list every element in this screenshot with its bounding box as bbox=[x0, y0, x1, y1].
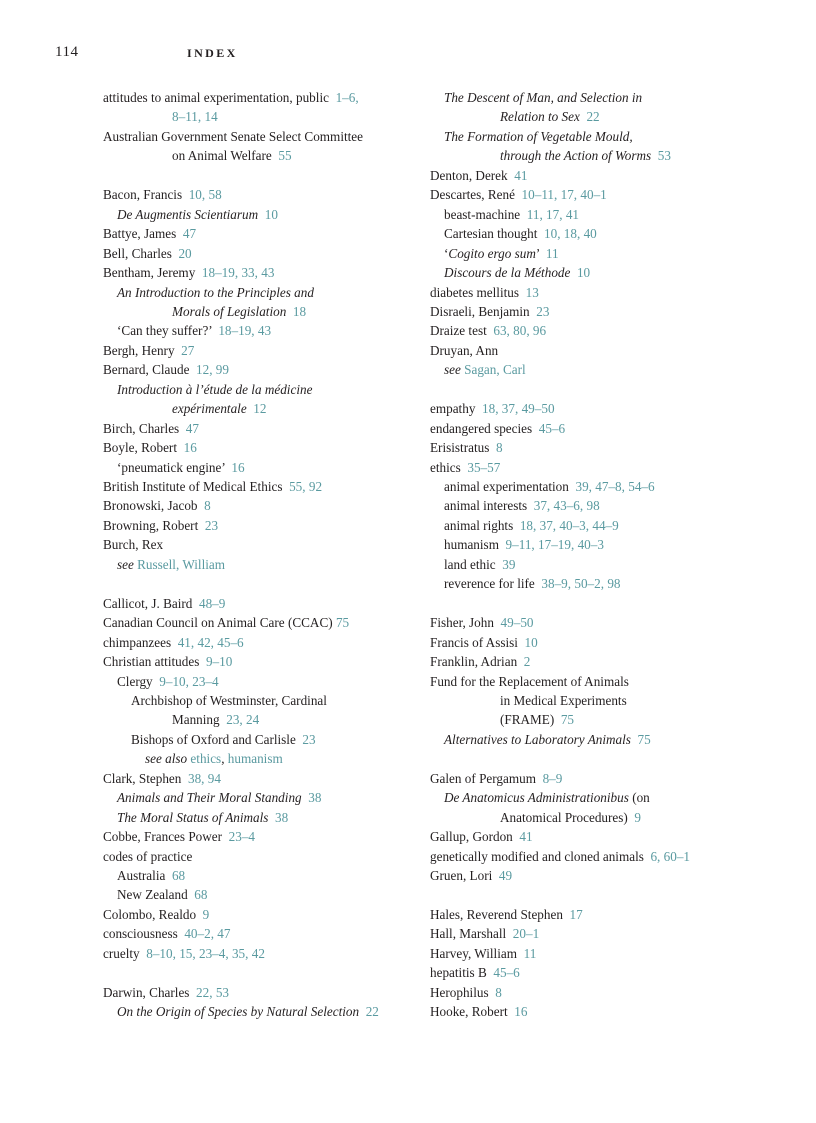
entry-text: ‘pneumatick engine’ bbox=[117, 459, 232, 475]
index-entry bbox=[430, 652, 530, 671]
index-entry bbox=[430, 321, 546, 340]
index-subentry bbox=[444, 555, 515, 574]
page-reference-link[interactable]: 8–10, 15, 23–4, 35, 42 bbox=[146, 945, 265, 961]
index-subentry bbox=[444, 360, 526, 379]
index-entry bbox=[103, 477, 322, 496]
entry-text: consciousness bbox=[103, 926, 185, 942]
index-entry bbox=[103, 594, 225, 613]
entry-text: Descartes, René bbox=[430, 187, 522, 203]
index-entry bbox=[103, 496, 211, 515]
italic-title: Introduction à l’étude de la médicine bbox=[117, 381, 313, 397]
page-reference-link[interactable]: ethics bbox=[190, 751, 222, 767]
entry-text: New Zealand bbox=[117, 887, 195, 903]
index-entry bbox=[430, 847, 690, 866]
index-entry bbox=[430, 302, 549, 321]
index-subentry bbox=[444, 477, 655, 496]
page-reference-link[interactable]: 9 bbox=[634, 809, 641, 825]
page-reference-link[interactable]: 23 bbox=[302, 731, 316, 747]
entry-text: Hooke, Robert bbox=[430, 1004, 515, 1020]
italic-title: see bbox=[117, 556, 138, 572]
entry-text: British Institute of Medical Ethics bbox=[103, 479, 290, 494]
index-subentry bbox=[117, 205, 278, 224]
page-reference-link[interactable]: 10–11, 17, 40–1 bbox=[521, 187, 607, 203]
italic-title: see bbox=[444, 362, 465, 378]
page-reference-link[interactable]: 8 bbox=[204, 498, 211, 514]
index-entry-continuation bbox=[172, 146, 292, 165]
entry-text: Gruen, Lori bbox=[430, 868, 499, 883]
index-entry bbox=[430, 827, 533, 846]
entry-text: humanism bbox=[444, 537, 506, 553]
page-reference-link[interactable]: 10, 18, 40 bbox=[544, 226, 597, 242]
entry-text: Disraeli, Benjamin bbox=[430, 303, 537, 319]
entry-text: on Animal Welfare bbox=[172, 148, 279, 164]
index-entry bbox=[103, 185, 222, 204]
index-entry bbox=[103, 652, 232, 671]
entry-text: ‘Can they suffer?’ bbox=[117, 323, 219, 339]
italic-title: Relation to Sex bbox=[500, 109, 580, 125]
page-reference-link[interactable]: 17 bbox=[569, 906, 583, 922]
index-entry bbox=[430, 438, 503, 457]
page-reference-link[interactable]: 23–4 bbox=[228, 829, 255, 845]
page-reference-link[interactable]: 39 bbox=[502, 556, 516, 572]
page-reference-link[interactable]: 48–9 bbox=[198, 595, 226, 611]
page-reference-link[interactable]: 47 bbox=[185, 420, 199, 436]
italic-title: An Introduction to the Principles and bbox=[117, 284, 314, 300]
entry-text: Cartesian thought bbox=[444, 226, 544, 242]
page-reference-link[interactable]: 8 bbox=[495, 440, 503, 456]
page-reference-link[interactable]: 75 bbox=[630, 731, 651, 747]
index-entry bbox=[103, 341, 194, 360]
index-entry-continuation bbox=[172, 302, 306, 321]
index-subentry bbox=[117, 321, 271, 340]
entry-text: genetically modified and cloned animals bbox=[430, 848, 651, 864]
page-reference-link[interactable]: 49 bbox=[498, 868, 513, 883]
page-reference-link[interactable]: 38 bbox=[301, 790, 322, 806]
page-reference-link[interactable]: 40–2, 47 bbox=[184, 926, 231, 942]
page-reference-link[interactable]: 45–6 bbox=[493, 965, 520, 981]
page-reference-link[interactable]: 75 bbox=[560, 712, 574, 728]
page-reference-link[interactable]: 18 bbox=[286, 303, 307, 319]
index-subentry bbox=[444, 496, 600, 515]
page-reference-link[interactable]: 22 bbox=[579, 109, 600, 125]
page-reference-link[interactable]: 12, 99 bbox=[196, 362, 229, 378]
page-reference-link[interactable]: 22, 53 bbox=[196, 984, 229, 1000]
page-reference-link[interactable]: 2 bbox=[523, 654, 531, 670]
index-entry bbox=[430, 905, 583, 924]
page-reference-link[interactable]: 18–19, 33, 43 bbox=[201, 265, 275, 281]
index-entry bbox=[103, 613, 349, 632]
page-reference-link[interactable]: 18–19, 43 bbox=[218, 323, 272, 339]
entry-text: Clergy bbox=[117, 673, 160, 689]
index-subentry bbox=[444, 535, 604, 554]
italic-title: Discours de la Méthode bbox=[444, 265, 571, 281]
entry-text: ethics bbox=[430, 459, 468, 475]
entry-text: Callicot, J. Baird bbox=[103, 595, 199, 611]
entry-text: Franklin, Adrian bbox=[430, 654, 524, 670]
page-reference-link[interactable]: 37, 43–6, 98 bbox=[533, 498, 600, 514]
entry-text: Fund for the Replacement of Animals bbox=[430, 673, 629, 689]
entry-text: , bbox=[221, 751, 228, 767]
index-entry bbox=[430, 963, 520, 982]
index-entry bbox=[430, 769, 562, 788]
entry-text: Anatomical Procedures) bbox=[500, 809, 635, 825]
italic-title: The Descent of Man, and Selection in bbox=[444, 90, 643, 105]
index-entry bbox=[103, 360, 229, 379]
entry-text: Darwin, Charles bbox=[103, 984, 197, 1000]
entry-text: Bishops of Oxford and Carlisle bbox=[131, 731, 303, 747]
index-entry bbox=[103, 88, 359, 107]
entry-text: Colombo, Realdo bbox=[103, 906, 203, 922]
entry-text: diabetes mellitus bbox=[430, 284, 526, 300]
index-subentry bbox=[444, 516, 619, 535]
index-subentry bbox=[444, 88, 642, 107]
entry-text: Birch, Charles bbox=[103, 420, 186, 436]
entry-text: Australian Government Senate Select Committee bbox=[103, 128, 364, 144]
entry-text: Harvey, William bbox=[430, 945, 524, 961]
index-subentry bbox=[444, 244, 559, 263]
entry-text: ’ bbox=[535, 245, 546, 261]
index-entry-continuation bbox=[172, 710, 259, 729]
page-reference-link[interactable]: 9 bbox=[202, 906, 210, 922]
index-entry bbox=[103, 263, 274, 282]
index-entry bbox=[103, 769, 221, 788]
index-entry bbox=[103, 827, 255, 846]
page-reference-link[interactable]: 39, 47–8, 54–6 bbox=[575, 479, 655, 494]
page-reference-link[interactable]: 53 bbox=[651, 148, 671, 164]
entry-text: Erisistratus bbox=[430, 440, 496, 456]
index-entry bbox=[103, 419, 199, 438]
entry-text: Archbishop of Westminster, Cardinal bbox=[131, 692, 327, 708]
index-subentry bbox=[117, 788, 321, 807]
index-entry bbox=[430, 458, 500, 477]
entry-text: Bernard, Claude bbox=[103, 362, 197, 378]
entry-text: (FRAME) bbox=[500, 712, 561, 728]
entry-text: Manning bbox=[172, 712, 227, 728]
index-subentry bbox=[444, 788, 650, 807]
index-subentry bbox=[444, 263, 590, 282]
page-reference-link[interactable]: 35–57 bbox=[467, 459, 501, 475]
page-reference-link[interactable]: 41 bbox=[514, 167, 528, 183]
entry-text: animal experimentation bbox=[444, 479, 576, 494]
index-subentry bbox=[117, 283, 314, 302]
entry-text: Hales, Reverend Stephen bbox=[430, 906, 570, 922]
page-reference-link[interactable]: 38 bbox=[268, 809, 289, 825]
index-entry bbox=[103, 516, 218, 535]
entry-text: Galen of Pergamum bbox=[430, 770, 543, 786]
entry-text: (on bbox=[628, 790, 650, 806]
index-entry bbox=[103, 924, 230, 943]
index-entry bbox=[430, 613, 534, 632]
index-subentry bbox=[117, 380, 312, 399]
index-entry bbox=[103, 944, 265, 963]
entry-text: Bergh, Henry bbox=[103, 342, 182, 358]
index-entry-continuation bbox=[500, 107, 600, 126]
index-subentry bbox=[117, 1002, 379, 1021]
entry-text: endangered species bbox=[430, 420, 539, 436]
index-entry bbox=[430, 983, 502, 1002]
italic-title: through the Action of Worms bbox=[500, 148, 652, 164]
entry-text: animal interests bbox=[444, 498, 534, 514]
page-reference-link[interactable]: 16 bbox=[183, 440, 197, 456]
entry-text: Fisher, John bbox=[430, 615, 501, 631]
index-entry bbox=[430, 399, 555, 418]
page-reference-link[interactable]: 8–9 bbox=[542, 770, 563, 786]
index-entry bbox=[103, 905, 209, 924]
index-entry bbox=[103, 224, 196, 243]
entry-text: Battye, James bbox=[103, 226, 183, 242]
entry-text: Australia bbox=[117, 868, 172, 883]
entry-text: Browning, Robert bbox=[103, 517, 205, 533]
italic-title: Morals of Legislation bbox=[172, 303, 287, 319]
index-entry bbox=[430, 185, 607, 204]
page-reference-link[interactable]: 68 bbox=[194, 887, 208, 903]
page-reference-link[interactable]: 45–6 bbox=[538, 420, 566, 436]
page-reference-link[interactable]: 22 bbox=[359, 1004, 379, 1020]
index-subentry bbox=[117, 458, 245, 477]
page-reference-link[interactable]: 23 bbox=[536, 303, 550, 319]
italic-title: see also bbox=[145, 751, 191, 767]
entry-text: Bell, Charles bbox=[103, 245, 179, 261]
italic-title: The Moral Status of Animals bbox=[117, 809, 269, 825]
entry-text: reverence for life bbox=[444, 576, 542, 592]
page-reference-link[interactable]: 9–10 bbox=[205, 654, 233, 670]
page-reference-link[interactable]: 49–50 bbox=[500, 615, 534, 631]
italic-title: On the Origin of Species by Natural Selection bbox=[117, 1004, 360, 1020]
page-reference-link[interactable]: 23, 24 bbox=[226, 712, 260, 728]
page-reference-link[interactable]: 11 bbox=[523, 945, 537, 961]
page-reference-link[interactable]: 11 bbox=[545, 245, 559, 261]
italic-title: De Anatomicus Administrationibus bbox=[444, 790, 629, 806]
index-entry bbox=[430, 633, 538, 652]
page-reference-link[interactable]: 75 bbox=[335, 615, 350, 631]
index-entry bbox=[430, 944, 536, 963]
page-reference-link[interactable]: Russell, William bbox=[137, 556, 226, 572]
index-subentry bbox=[444, 127, 633, 146]
page-reference-link[interactable]: 16 bbox=[231, 459, 245, 475]
entry-text: Burch, Rex bbox=[103, 537, 164, 553]
entry-text: Hall, Marshall bbox=[430, 926, 513, 942]
entry-text: animal rights bbox=[444, 517, 520, 533]
entry-text: empathy bbox=[430, 401, 483, 417]
index-entry bbox=[430, 283, 539, 302]
index-entry bbox=[103, 535, 163, 554]
entry-text: Herophilus bbox=[430, 984, 496, 1000]
page-reference-link[interactable]: 27 bbox=[181, 342, 195, 358]
entry-text: Denton, Derek bbox=[430, 167, 515, 183]
index-entry bbox=[430, 166, 527, 185]
index-subentry bbox=[117, 672, 219, 691]
page-reference-link[interactable]: 13 bbox=[525, 284, 539, 300]
page-reference-link[interactable]: 55, 92 bbox=[289, 479, 323, 494]
index-subentry bbox=[444, 205, 579, 224]
index-entry bbox=[430, 866, 512, 885]
page-reference-link[interactable]: 16 bbox=[514, 1004, 528, 1020]
entry-text: Canadian Council on Animal Care (CCAC) bbox=[103, 615, 336, 631]
index-entry bbox=[103, 127, 363, 146]
page-reference-link[interactable]: 41, 42, 45–6 bbox=[177, 634, 244, 650]
page-reference-link[interactable]: Sagan, Carl bbox=[464, 362, 526, 378]
index-subentry bbox=[444, 224, 597, 243]
index-subentry bbox=[444, 730, 651, 749]
index-entry bbox=[103, 847, 192, 866]
page-reference-link[interactable]: 41 bbox=[519, 829, 533, 845]
index-entry bbox=[430, 672, 629, 691]
index-entry bbox=[430, 419, 565, 438]
page-reference-link[interactable]: 38–9, 50–2, 98 bbox=[541, 576, 621, 592]
entry-text: Francis of Assisi bbox=[430, 634, 525, 650]
index-subentry bbox=[117, 555, 225, 574]
page-reference-link[interactable]: 12 bbox=[246, 401, 267, 417]
page-reference-link[interactable]: 63, 80, 96 bbox=[493, 323, 547, 339]
italic-title: Cogito ergo sum bbox=[448, 245, 536, 261]
page-reference-link[interactable]: humanism bbox=[227, 751, 283, 767]
index-entry bbox=[103, 244, 192, 263]
page-number: 114 bbox=[55, 44, 79, 60]
index-entry bbox=[430, 924, 539, 943]
index-entry-continuation bbox=[500, 808, 641, 827]
entry-text: Druyan, Ann bbox=[430, 342, 499, 358]
entry-text: land ethic bbox=[444, 556, 503, 572]
page-reference-link[interactable]: 47 bbox=[182, 226, 197, 242]
entry-text: beast-machine bbox=[444, 206, 527, 222]
page-reference-link[interactable]: 20–1 bbox=[512, 926, 540, 942]
index-subentry bbox=[444, 574, 621, 593]
entry-text: attitudes to animal experimentation, public bbox=[103, 90, 336, 105]
index-subentry bbox=[131, 730, 316, 749]
page-reference-link[interactable]: 9–11, 17–19, 40–3 bbox=[505, 537, 604, 553]
index-subentry bbox=[117, 885, 207, 904]
entry-text: Bentham, Jeremy bbox=[103, 265, 202, 281]
running-head: INDEX bbox=[187, 46, 238, 60]
page-reference-link[interactable]: 38, 94 bbox=[187, 770, 221, 786]
page-reference-link[interactable]: 6, 60–1 bbox=[650, 848, 691, 864]
index-entry-continuation bbox=[500, 146, 671, 165]
page-reference-link[interactable]: 10, 58 bbox=[188, 187, 222, 203]
index-subentry bbox=[117, 808, 288, 827]
page-reference-link[interactable]: 9–10, 23–4 bbox=[159, 673, 219, 689]
italic-title: De Augmentis Scientiarum bbox=[117, 206, 259, 222]
page-reference-link[interactable]: 10 bbox=[524, 634, 538, 650]
page-reference-link[interactable]: 55 bbox=[278, 148, 292, 164]
page-reference-link[interactable]: 8–11, 14 bbox=[172, 109, 218, 125]
index-entry-continuation bbox=[172, 107, 218, 126]
italic-title: The Formation of Vegetable Mould, bbox=[444, 128, 633, 144]
entry-text: chimpanzees bbox=[103, 634, 178, 650]
index-entry bbox=[103, 983, 229, 1002]
entry-text: in Medical Experiments bbox=[500, 692, 627, 708]
index-entry bbox=[103, 633, 244, 652]
entry-text: hepatitis B bbox=[430, 965, 494, 981]
italic-title: expérimentale bbox=[172, 401, 247, 417]
entry-text: Boyle, Robert bbox=[103, 440, 184, 456]
index-entry-continuation bbox=[500, 710, 574, 729]
index-entry bbox=[430, 1002, 527, 1021]
italic-title: Animals and Their Moral Standing bbox=[117, 790, 302, 806]
index-entry-continuation bbox=[172, 399, 266, 418]
index-subentry bbox=[145, 749, 283, 768]
entry-text: Draize test bbox=[430, 323, 494, 339]
page-reference-link[interactable]: 68 bbox=[171, 868, 186, 883]
index-entry bbox=[430, 341, 498, 360]
page-reference-link[interactable]: 23 bbox=[204, 517, 219, 533]
entry-text: Cobbe, Frances Power bbox=[103, 829, 229, 845]
index-entry-continuation bbox=[500, 691, 627, 710]
page-reference-link[interactable]: 10 bbox=[570, 265, 591, 281]
page-reference-link[interactable]: 10 bbox=[258, 206, 278, 222]
entry-text: ‘ bbox=[444, 245, 449, 261]
entry-text: cruelty bbox=[103, 945, 147, 961]
entry-text: Bronowski, Jacob bbox=[103, 498, 205, 514]
entry-text: Christian attitudes bbox=[103, 654, 206, 670]
italic-title: Alternatives to Laboratory Animals bbox=[444, 731, 631, 747]
entry-text: codes of practice bbox=[103, 848, 193, 864]
page-reference-link[interactable]: 1–6, bbox=[335, 90, 359, 105]
entry-text: Gallup, Gordon bbox=[430, 829, 520, 845]
index-subentry bbox=[117, 866, 185, 885]
page-reference-link[interactable]: 11, 17, 41 bbox=[526, 206, 580, 222]
entry-text: Clark, Stephen bbox=[103, 770, 188, 786]
page-reference-link[interactable]: 8 bbox=[495, 984, 502, 1000]
index-subentry bbox=[131, 691, 327, 710]
entry-text: Bacon, Francis bbox=[103, 187, 189, 203]
page-reference-link[interactable]: 20 bbox=[178, 245, 192, 261]
index-entry bbox=[103, 438, 197, 457]
page-reference-link[interactable]: 18, 37, 49–50 bbox=[482, 401, 555, 417]
page-reference-link[interactable]: 18, 37, 40–3, 44–9 bbox=[519, 517, 619, 533]
